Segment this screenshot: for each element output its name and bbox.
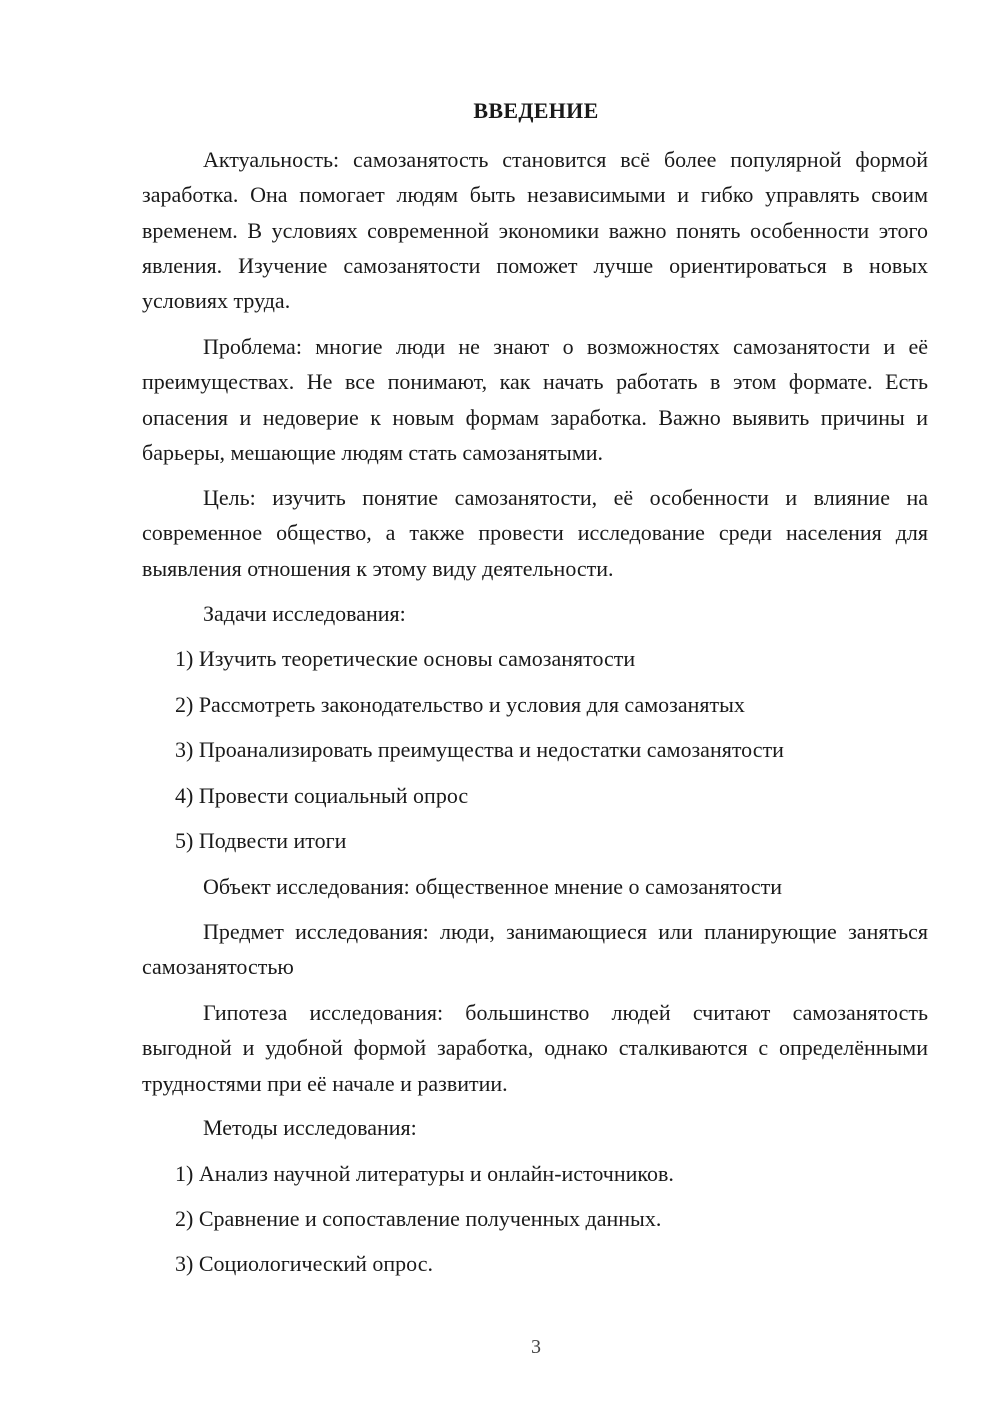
paragraph-goal: Цель: изучить понятие самозанятости, её особенности и влияние на современное общество, а также провести исследование среди населения для выявления отношения к этому виду деятельности. — [142, 485, 928, 581]
page-number: 3 — [531, 1336, 541, 1358]
list-item-method: 2) Сравнение и сопоставление полученных данных. — [175, 1206, 662, 1231]
methods-heading: Методы исследования: — [203, 1115, 417, 1140]
paragraph-hypothesis: Гипотеза исследования: большинство людей считают самозанятость выгодной и удобной формой заработка, однако сталкиваются с определёнными трудностями при её начале и развитии. — [142, 1000, 928, 1096]
list-item-method: 1) Анализ научной литературы и онлайн-источников. — [175, 1161, 674, 1186]
list-item-task: 3) Проанализировать преимущества и недостатки самозанятости — [175, 737, 784, 762]
paragraph-subject: Предмет исследования: люди, занимающиеся или планирующие заняться самозанятостью — [142, 919, 928, 980]
section-title: ВВЕДЕНИЕ — [473, 98, 599, 123]
paragraph-relevance: Актуальность: самозанятость становится всё более популярной формой заработка. Она помогает людям быть независимыми и гибко управлять своим временем. В условиях современной экономики важно понять особенности этого явления. Изучение самозанятости поможет лучше ориентироваться в новых условиях труда. — [142, 147, 928, 314]
list-item-task: 2) Рассмотреть законодательство и условия для самозанятых — [175, 692, 745, 717]
tasks-heading: Задачи исследования: — [203, 601, 406, 626]
list-item-task: 1) Изучить теоретические основы самозанятости — [175, 646, 636, 671]
list-item-task: 4) Провести социальный опрос — [175, 783, 469, 808]
paragraph-problem: Проблема: многие люди не знают о возможностях самозанятости и её преимуществах. Не все понимают, как начать работать в этом формате. Есть опасения и недоверие к новым формам заработка. Важно выявить причины и барьеры, мешающие людям стать самозанятыми. — [142, 334, 928, 465]
list-item-method: 3) Социологический опрос. — [175, 1251, 433, 1276]
list-item-task: 5) Подвести итоги — [175, 828, 347, 853]
paragraph-object: Объект исследования: общественное мнение о самозанятости — [203, 874, 783, 899]
